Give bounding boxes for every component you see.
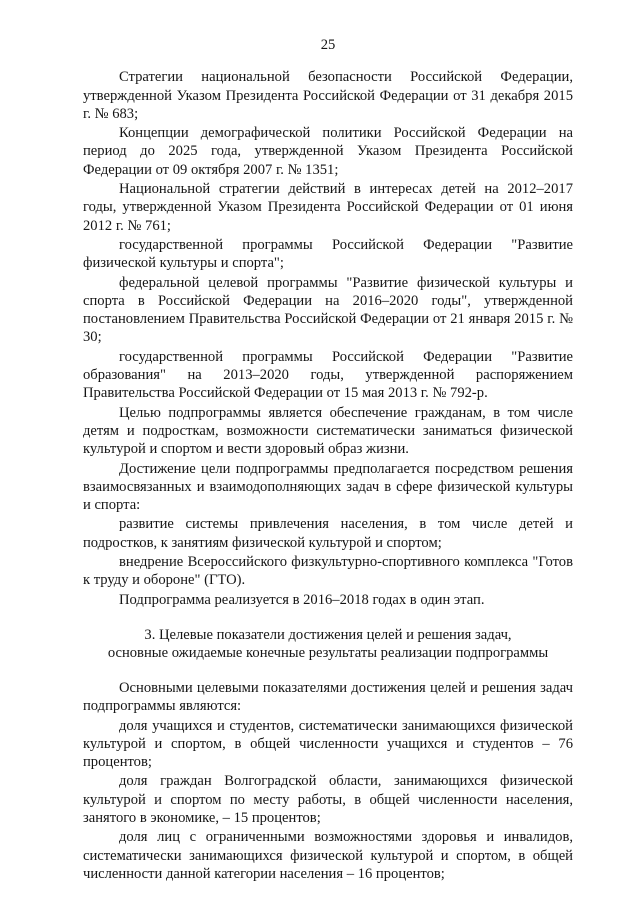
page-number: 25 bbox=[320, 37, 336, 53]
section-heading-line-1: 3. Целевые показатели достижения целей и решения задач, bbox=[144, 626, 512, 643]
paragraph-state-program-education: государственной программы Российской Федерации "Развитие образования" на 2013–2020 годы, утвержденной распоряжением Правительства Российской Федерации от 15 мая 2013 г. № 792-р. bbox=[83, 348, 573, 402]
paragraph-period: Подпрограмма реализуется в 2016–2018 годах в один этап. bbox=[119, 591, 485, 608]
paragraph-indicator-students: доля учащихся и студентов, систематически занимающихся физической культурой и спортом, в общей численности учащихся и студентов – 76 процентов; bbox=[83, 717, 573, 771]
paragraph-children-strategy: Национальной стратегии действий в интересах детей на 2012–2017 годы, утвержденной Указом Президента Российской Федерации от 01 июня 2012 г. № 761; bbox=[83, 181, 573, 234]
paragraph-demographic-policy: Концепции демографической политики Российской Федерации на период до 2025 года, утвержденной Указом Президента Российской Федерации от 09 октября 2007 г. № 1351; bbox=[83, 125, 573, 178]
document-page bbox=[83, 36, 573, 884]
paragraph-federal-program: федеральной целевой программы "Развитие физической культуры и спорта в Российской Федерации на 2016–2020 годы", утвержденной постановлением Правительства Российской Федерации от 21 января 2015 г. № 30; bbox=[83, 274, 573, 346]
paragraph-indicators-intro: Основными целевыми показателями достижения целей и решения задач подпрограммы являются: bbox=[83, 679, 573, 715]
paragraph-task-1: развитие системы привлечения населения, в том числе детей и подростков, к занятиям физической культурой и спортом; bbox=[83, 516, 573, 551]
paragraph-task-2: внедрение Всероссийского физкультурно-спортивного комплекса "Готов к труду и обороне" (ГТО). bbox=[83, 554, 573, 589]
paragraph-indicator-workplace: доля граждан Волгоградской области, занимающихся физической культурой и спортом по месту работы, в общей численности населения, занятого в экономике, – 15 процентов; bbox=[83, 773, 573, 826]
paragraph-security-strategy: Стратегии национальной безопасности Российской Федерации, утвержденной Указом Президента Российской Федерации от 31 декабря 2015 г. № 683; bbox=[83, 69, 573, 122]
paragraph-indicator-disabled: доля лиц с ограниченными возможностями здоровья и инвалидов, систематически занимающихся физической культурой и спортом, в общей численности данной категории населения – 16 процентов; bbox=[83, 829, 573, 882]
paragraph-tasks-intro: Достижение цели подпрограммы предполагается посредством решения взаимосвязанных и взаимодополняющих задач в сфере физической культуры и спорта: bbox=[83, 460, 573, 514]
section-heading-line-2: основные ожидаемые конечные результаты реализации подпрограммы bbox=[107, 644, 549, 661]
paragraph-state-program-sport: государственной программы Российской Федерации "Развитие физической культуры и спорта"; bbox=[83, 236, 573, 272]
section-heading bbox=[83, 626, 573, 662]
paragraph-goal: Целью подпрограммы является обеспечение гражданам, в том числе детям и подросткам, возможности систематически заниматься физической культурой и спортом и вести здоровый образ жизни. bbox=[83, 404, 573, 458]
